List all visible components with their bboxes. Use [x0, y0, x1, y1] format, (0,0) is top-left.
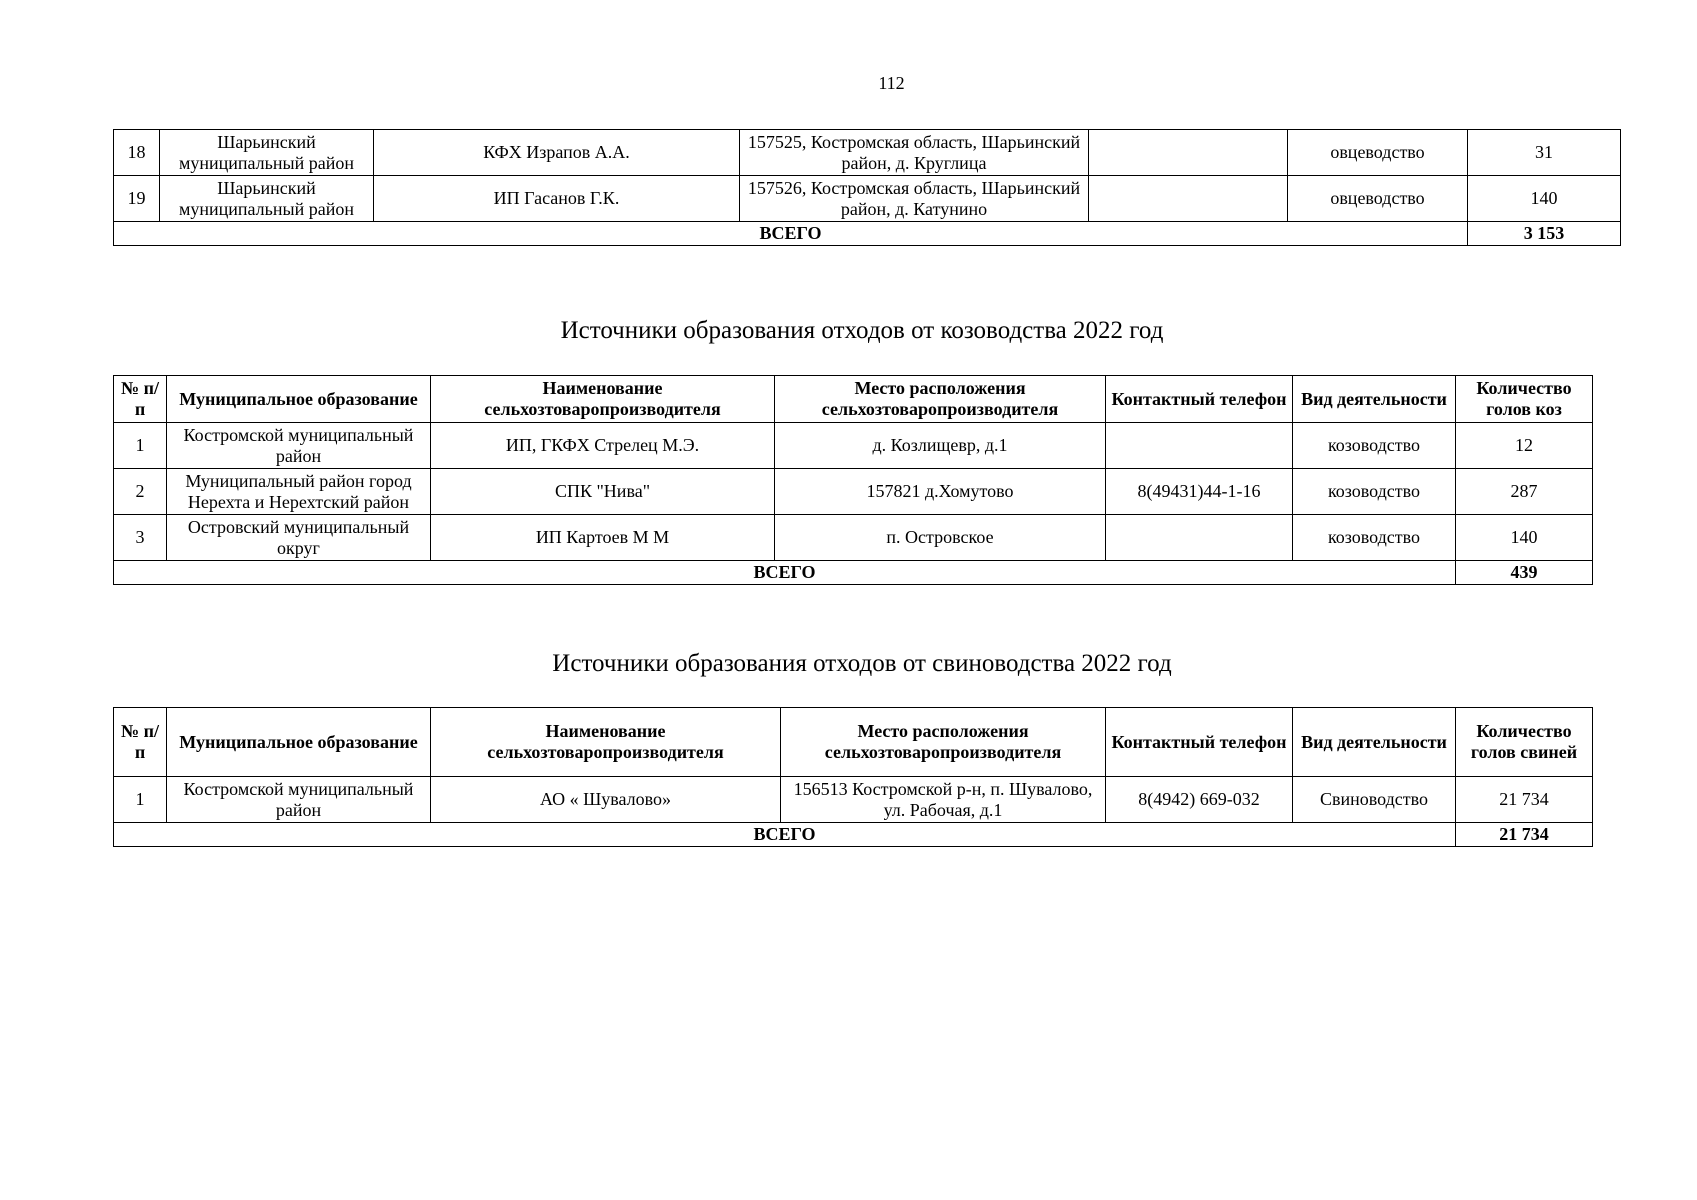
pig-farming-table: [113, 707, 1593, 847]
row-number: 3: [114, 515, 167, 561]
row-number: 1: [114, 777, 167, 823]
count-cell: 31: [1468, 130, 1621, 176]
page-number: 112: [878, 73, 905, 93]
activity-cell: овцеводство: [1288, 130, 1468, 176]
header-activity: Вид деятельности: [1293, 708, 1456, 777]
producer-name-cell: СПК "Нива": [431, 469, 775, 515]
municipality-cell: Костромской муниципальный район: [167, 777, 431, 823]
row-number: 2: [114, 469, 167, 515]
table-row: [114, 130, 1621, 176]
sheep-farming-table: [113, 129, 1621, 246]
producer-name-cell: ИП Гасанов Г.К.: [374, 176, 740, 222]
producer-name-cell: КФХ Израпов А.А.: [374, 130, 740, 176]
header-count: Количество голов свиней: [1456, 708, 1593, 777]
header-producer-name: Наименование сельхозтоваропроизводителя: [431, 376, 775, 423]
table-row: [114, 176, 1621, 222]
count-cell: 12: [1456, 423, 1593, 469]
header-location: Место расположения сельхозтоваропроизводителя: [781, 708, 1106, 777]
header-location: Место расположения сельхозтоваропроизводителя: [775, 376, 1106, 423]
total-row: [114, 222, 1621, 246]
table-row: [114, 777, 1593, 823]
row-number: 1: [114, 423, 167, 469]
phone-cell: [1106, 515, 1293, 561]
producer-name-cell: ИП Картоев М М: [431, 515, 775, 561]
location-cell: 157525, Костромская область, Шарьинский район, д. Круглица: [740, 130, 1089, 176]
table-row: [114, 469, 1593, 515]
header-municipality: Муниципальное образование: [167, 708, 431, 777]
header-number: № п/п: [114, 708, 167, 777]
location-cell: п. Островское: [775, 515, 1106, 561]
activity-cell: Свиноводство: [1293, 777, 1456, 823]
row-number: 18: [114, 130, 160, 176]
total-label: ВСЕГО: [114, 561, 1456, 585]
total-value: 439: [1456, 561, 1593, 585]
total-row: [114, 823, 1593, 847]
activity-cell: овцеводство: [1288, 176, 1468, 222]
total-label: ВСЕГО: [114, 222, 1468, 246]
municipality-cell: Костромской муниципальный район: [167, 423, 431, 469]
table-row: [114, 515, 1593, 561]
activity-cell: козоводство: [1293, 515, 1456, 561]
table-row: [114, 423, 1593, 469]
total-row: [114, 561, 1593, 585]
row-number: 19: [114, 176, 160, 222]
location-cell: 157821 д.Хомутово: [775, 469, 1106, 515]
municipality-cell: Шарьинский муниципальный район: [160, 176, 374, 222]
goat-section-title: Источники образования отходов от козоводства 2022 год: [560, 317, 1164, 344]
location-cell: 156513 Костромской р-н, п. Шувалово, ул. Рабочая, д.1: [781, 777, 1106, 823]
phone-cell: [1089, 176, 1288, 222]
phone-cell: [1089, 130, 1288, 176]
activity-cell: козоводство: [1293, 469, 1456, 515]
header-row: [114, 708, 1593, 777]
header-phone: Контактный телефон: [1106, 708, 1293, 777]
municipality-cell: Муниципальный район город Нерехта и Нерехтский район: [167, 469, 431, 515]
header-activity: Вид деятельности: [1293, 376, 1456, 423]
header-producer-name: Наименование сельхозтоваропроизводителя: [431, 708, 781, 777]
phone-cell: [1106, 423, 1293, 469]
header-phone: Контактный телефон: [1106, 376, 1293, 423]
header-row: [114, 376, 1593, 423]
municipality-cell: Шарьинский муниципальный район: [160, 130, 374, 176]
count-cell: 287: [1456, 469, 1593, 515]
total-value: 21 734: [1456, 823, 1593, 847]
goat-farming-table: [113, 375, 1593, 585]
total-value: 3 153: [1468, 222, 1621, 246]
header-count: Количество голов коз: [1456, 376, 1593, 423]
pig-section-title: Источники образования отходов от свиноводства 2022 год: [552, 650, 1172, 677]
header-municipality: Муниципальное образование: [167, 376, 431, 423]
location-cell: 157526, Костромская область, Шарьинский район, д. Катунино: [740, 176, 1089, 222]
phone-cell: 8(4942) 669-032: [1106, 777, 1293, 823]
count-cell: 140: [1456, 515, 1593, 561]
municipality-cell: Островский муниципальный округ: [167, 515, 431, 561]
location-cell: д. Козлищевр, д.1: [775, 423, 1106, 469]
activity-cell: козоводство: [1293, 423, 1456, 469]
producer-name-cell: АО « Шувалово»: [431, 777, 781, 823]
phone-cell: 8(49431)44-1-16: [1106, 469, 1293, 515]
producer-name-cell: ИП, ГКФХ Стрелец М.Э.: [431, 423, 775, 469]
total-label: ВСЕГО: [114, 823, 1456, 847]
count-cell: 140: [1468, 176, 1621, 222]
header-number: № п/п: [114, 376, 167, 423]
count-cell: 21 734: [1456, 777, 1593, 823]
